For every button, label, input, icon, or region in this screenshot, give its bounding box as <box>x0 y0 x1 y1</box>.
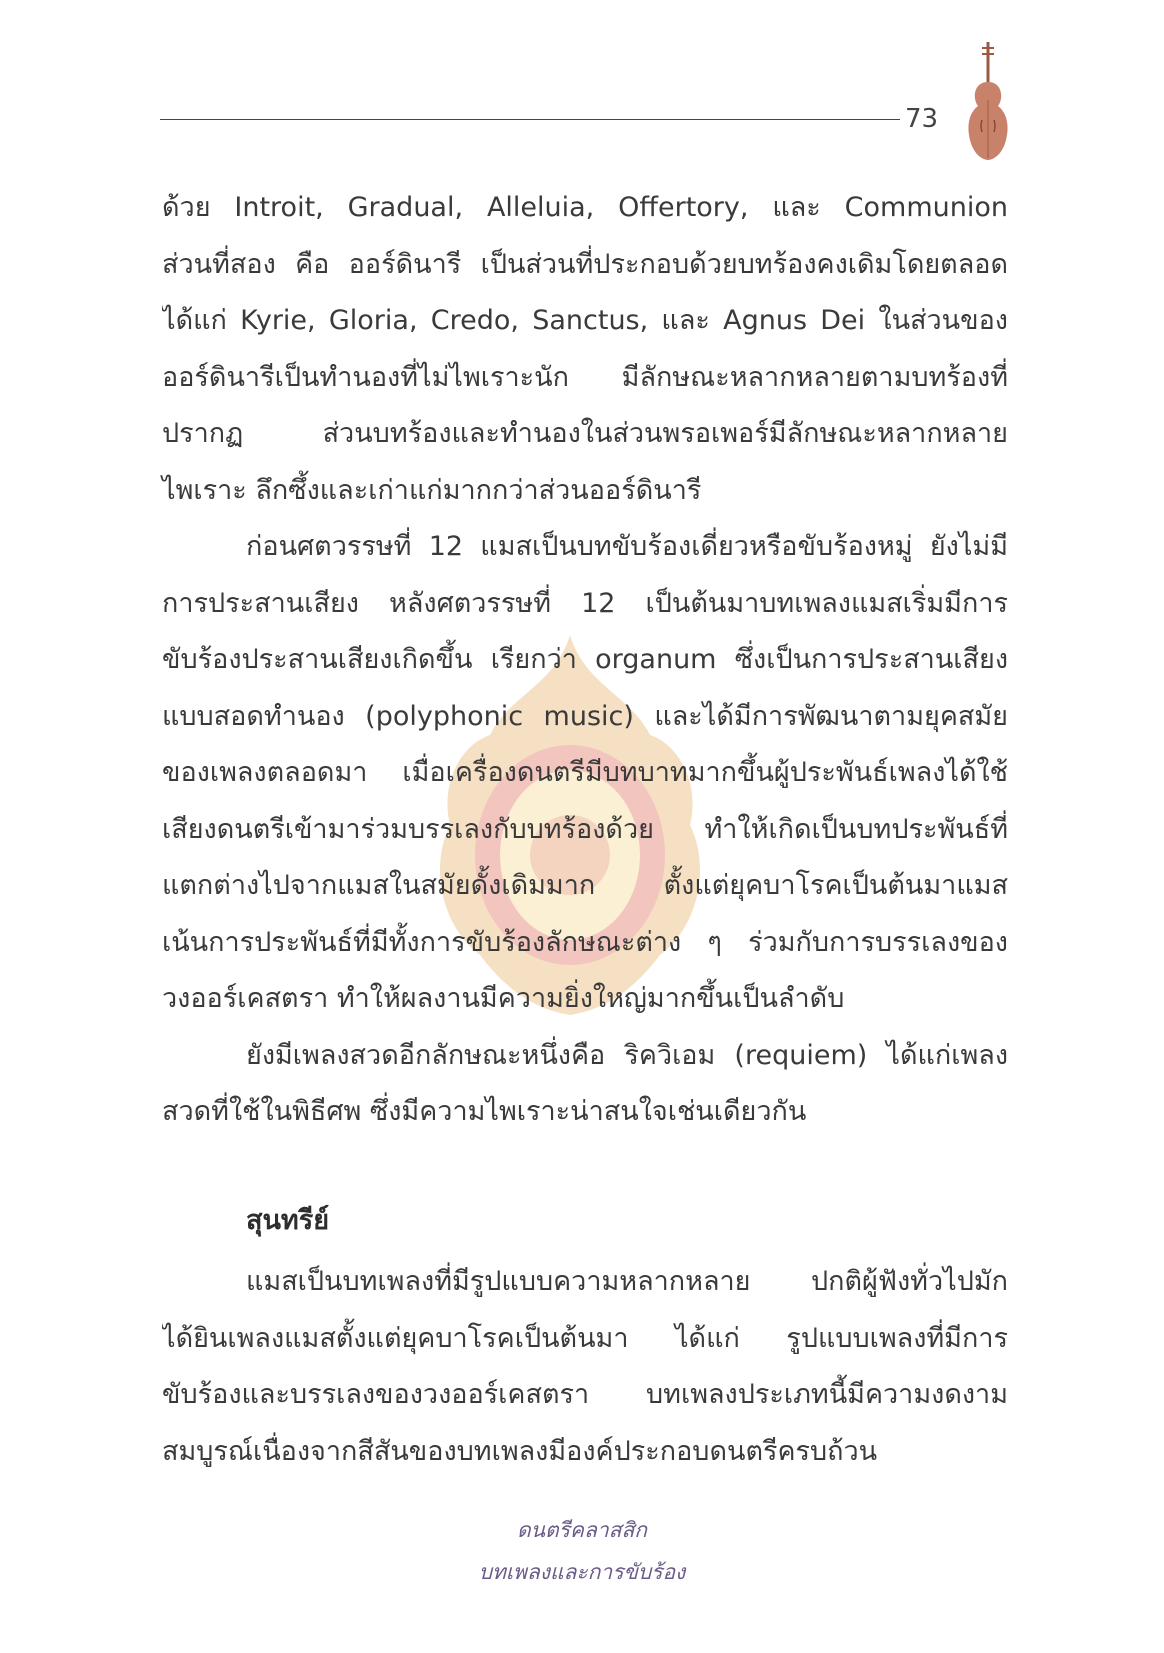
header-rule <box>160 119 900 120</box>
text-line: สวดที่ใช้ในพิธีศพ ซึ่งมีความไพเราะน่าสนใจเช่นเดียวกัน <box>162 1096 807 1127</box>
text-line: ได้ยินเพลงแมสตั้งแต่ยุคบาโรคเป็นต้นมา ได้แก่ รูปแบบเพลงที่มีการ <box>162 1322 1008 1354</box>
text-line: ออร์ดินารีเป็นทำนองที่ไม่ไพเราะนัก มีลักษณะหลากหลายตามบทร้องที่ <box>162 361 1008 393</box>
section-heading: สุนทรีย์ <box>246 1205 330 1236</box>
text-line: แตกต่างไปจากแมสในสมัยดั้งเดิมมาก ตั้งแต่ยุคบาโรคเป็นต้นมาแมส <box>162 870 1008 901</box>
text-line: ส่วนที่สอง คือ ออร์ดินารี เป็นส่วนที่ประกอบด้วยบทร้องคงเดิมโดยตลอด <box>162 248 1008 280</box>
text-line: เน้นการประพันธ์ที่มีทั้งการขับร้องลักษณะต่าง ๆ ร่วมกับการบรรเลงของ <box>162 926 1008 958</box>
text-line: แบบสอดทำนอง (polyphonic music) และได้มีการพัฒนาตามยุคสมัย <box>162 700 1008 732</box>
text-line: ด้วย Introit, Gradual, Alleluia, Offertory, และ Communion <box>162 192 1008 223</box>
text-line: สมบูรณ์เนื่องจากสีสันของบทเพลงมีองค์ประกอบดนตรีครบถ้วน <box>162 1435 878 1467</box>
text-line: ขับร้องและบรรเลงของวงออร์เคสตรา บทเพลงประเภทนี้มีความงดงาม <box>162 1379 1008 1410</box>
text-line: ยังมีเพลงสวดอีกลักษณะหนึ่งคือ ริควิเอม (requiem) ได้แก่เพลง <box>246 1039 1008 1071</box>
page-number: 73 <box>905 104 939 134</box>
text-line: ปรากฏ ส่วนบทร้องและทำนองในส่วนพรอเพอร์มีลักษณะหลากหลาย <box>162 418 1008 449</box>
text-line: ขับร้องประสานเสียงเกิดขึ้น เรียกว่า organum ซึ่งเป็นการประสานเสียง <box>162 644 1008 675</box>
body-text <box>162 180 1008 1141</box>
section-body <box>162 1254 1008 1480</box>
violin-icon <box>962 40 1014 165</box>
text-line: ก่อนศตวรรษที่ 12 แมสเป็นบทขับร้องเดี่ยวหรือขับร้องหมู่ ยังไม่มี <box>246 531 1008 562</box>
text-line: ของเพลงตลอดมา เมื่อเครื่องดนตรีมีบทบาทมากขึ้นผู้ประพันธ์เพลงได้ใช้ <box>162 757 1008 788</box>
text-line: ได้แก่ Kyrie, Gloria, Credo, Sanctus, และ Agnus Dei ในส่วนของ <box>162 305 1008 336</box>
text-line: แมสเป็นบทเพลงที่มีรูปแบบความหลากหลาย ปกติผู้ฟังทั่วไปมัก <box>246 1266 1008 1297</box>
text-line: วงออร์เคสตรา ทำให้ผลงานมีความยิ่งใหญ่มากขึ้นเป็นลำดับ <box>162 983 845 1014</box>
text-line: การประสานเสียง หลังศตวรรษที่ 12 เป็นต้นมาบทเพลงแมสเริ่มมีการ <box>162 587 1008 619</box>
footer-book-title: ดนตรีคลาสสิก <box>517 1518 647 1542</box>
text-line: ไพเราะ ลึกซึ้งและเก่าแก่มากกว่าส่วนออร์ดินารี <box>162 474 702 506</box>
footer-chapter-title: บทเพลงและการขับร้อง <box>478 1560 686 1584</box>
text-line: เสียงดนตรีเข้ามาร่วมบรรเลงกับบทร้องด้วย ทำให้เกิดเป็นบทประพันธ์ที่ <box>162 813 1008 845</box>
